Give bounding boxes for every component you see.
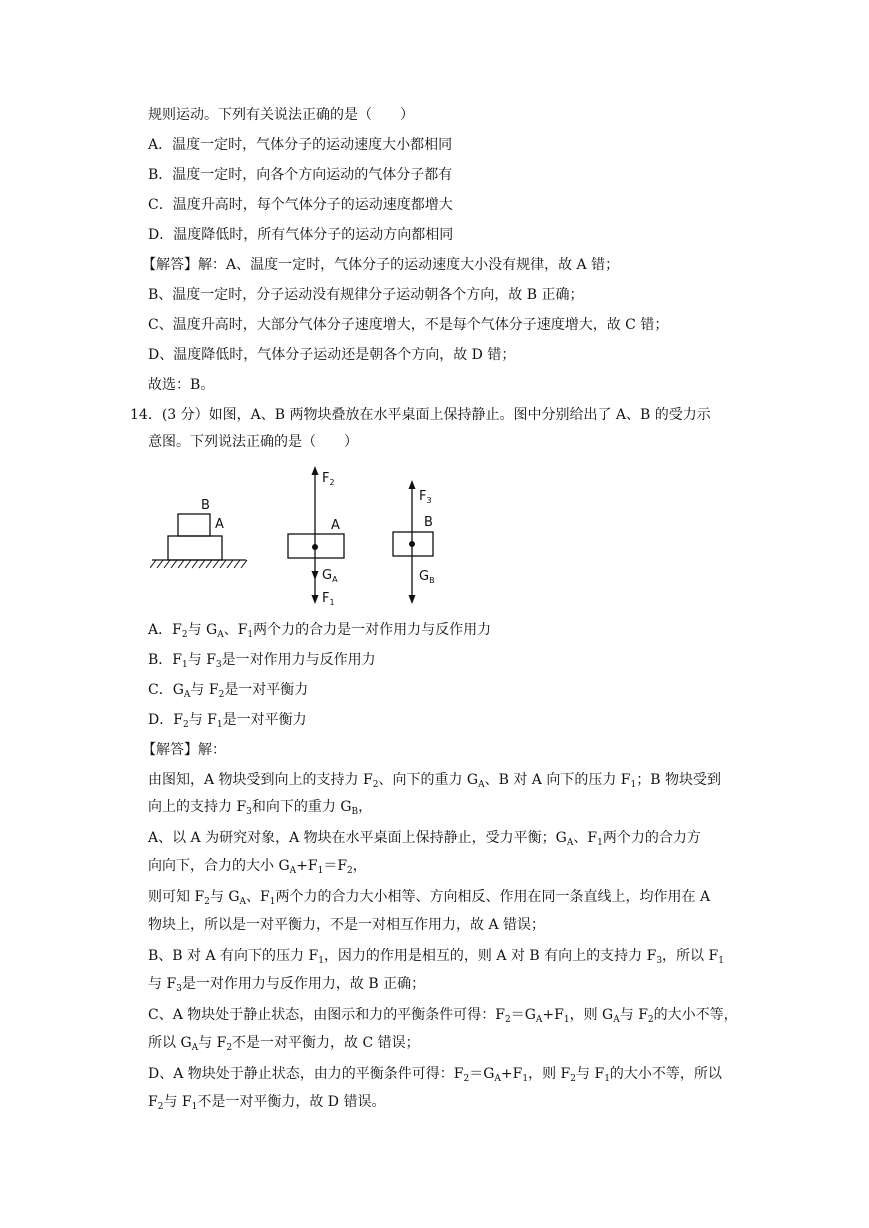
label-f3: $F_3$ xyxy=(419,489,432,505)
q14-option-b: B．$F_1$与 $F_3$是一对作用力与反作用力 xyxy=(148,652,376,670)
label-gb: $G_B$ xyxy=(419,569,435,585)
q14-option-d: D．$F_2$与 $F_1$是一对平衡力 xyxy=(148,712,307,730)
q14-answer-line: $F_2$与 $F_1$不是一对平衡力，故 D 错误。 xyxy=(148,1094,386,1112)
q14-answer-line: 由图知，A 物块受到向上的支持力 $F_2$、向下的重力 $G_A$、B 对 A 向下的压力 $F_1$；B 物块受到 xyxy=(148,772,722,790)
center-dot xyxy=(312,544,318,550)
q14-answer-line: 物块上，所以是一对平衡力，不是一对相互作用力，故 A 错误； xyxy=(148,917,546,933)
q13-option-a: A．温度一定时，气体分子的运动速度大小都相同 xyxy=(148,137,453,153)
f2-arrow-up-icon xyxy=(312,466,319,475)
q14-answer-line: 向上的支持力 $F_3$和向下的重力 $G_B$， xyxy=(148,799,373,817)
q14-answer-head: 【解答】解： xyxy=(142,742,226,758)
q13-option-b: B．温度一定时，向各个方向运动的气体分子都有 xyxy=(148,167,453,183)
ground-hatching xyxy=(150,560,247,568)
q14-stem-line1: 14．(3 分）如图，A、B 两物块叠放在水平桌面上保持静止。图中分别给出了 A、B 的受力示 xyxy=(130,407,711,423)
label-b-force: B xyxy=(424,515,433,530)
q13-option-c: C．温度升高时，每个气体分子的运动速度都增大 xyxy=(148,197,453,213)
f1-arrow-down-icon xyxy=(312,595,319,604)
q14-answer-line: 所以 $G_A$与 $F_2$不是一对平衡力，故 C 错误； xyxy=(148,1035,420,1053)
f3-arrow-up-icon xyxy=(409,480,416,489)
block-a-force-diagram xyxy=(288,466,344,607)
q13-answer-line: B、温度一定时，分子运动没有规律分子运动朝各个方向，故 B 正确； xyxy=(148,287,584,303)
label-a-force: A xyxy=(331,518,340,533)
label-a: A xyxy=(215,517,224,532)
block-b xyxy=(178,514,210,536)
gb-arrow-down-icon xyxy=(409,595,416,604)
q13-stem: 规则运动。下列有关说法正确的是（ ） xyxy=(148,107,414,123)
q14-answer-line: C、A 物块处于静止状态，由图示和力的平衡条件可得：$F_2=G_A+F_1$，则 $G_A$与 $F_2$的大小不等， xyxy=(148,1007,738,1025)
force-diagram xyxy=(150,462,450,612)
block-a xyxy=(168,536,222,560)
q14-answer-line: 则可知 $F_2$与 $G_A$、$F_1$两个力的合力大小相等、方向相反、作用在同一条直线上，均作用在 A xyxy=(148,889,711,907)
label-ga: $G_A$ xyxy=(322,568,338,584)
q14-answer-line: D、A 物块处于静止状态，由力的平衡条件可得：$F_2=G_A+F_1$，则 $F_2$与 $F_1$的大小不等，所以 xyxy=(148,1066,722,1084)
ga-arrow-down-icon xyxy=(312,571,319,580)
block-b-force-diagram xyxy=(393,480,435,604)
q14-stem-line2: 意图。下列说法正确的是（ ） xyxy=(148,434,358,450)
stacked-blocks-figure xyxy=(150,498,247,568)
center-dot xyxy=(409,541,415,547)
q13-answer-line: C、温度升高时，大部分气体分子速度增大，不是每个气体分子速度增大，故 C 错； xyxy=(148,317,669,333)
q13-answer-head: 【解答】解：A、温度一定时，气体分子的运动速度大小没有规律，故 A 错； xyxy=(142,257,620,273)
q14-answer-line: 向向下，合力的大小 $G_A+F_1=F_2$， xyxy=(148,858,367,876)
q13-answer-line: D、温度降低时，气体分子运动还是朝各个方向，故 D 错； xyxy=(148,347,516,363)
label-b: B xyxy=(201,498,210,513)
q14-option-c: C．$G_A$与 $F_2$是一对平衡力 xyxy=(148,682,309,700)
q14-answer-line: 与 $F_3$是一对作用力与反作用力，故 B 正确； xyxy=(148,976,426,994)
label-f2: $F_2$ xyxy=(322,471,335,487)
q14-option-a: A．$F_2$与 $G_A$、$F_1$两个力的合力是一对作用力与反作用力 xyxy=(148,622,492,640)
q13-option-d: D．温度降低时，所有气体分子的运动方向都相同 xyxy=(148,227,454,243)
q13-answer-line: 故选：B。 xyxy=(148,377,215,393)
q14-answer-line: B、B 对 A 有向下的压力 $F_1$，因力的作用是相互的，则 A 对 B 有向上的支持力 $F_3$，所以 $F_1$ xyxy=(148,948,724,966)
label-f1: $F_1$ xyxy=(322,591,335,607)
q14-answer-line: A、以 A 为研究对象，A 物块在水平桌面上保持静止，受力平衡；$G_A$、$F_1$两个力的合力方 xyxy=(148,830,701,848)
